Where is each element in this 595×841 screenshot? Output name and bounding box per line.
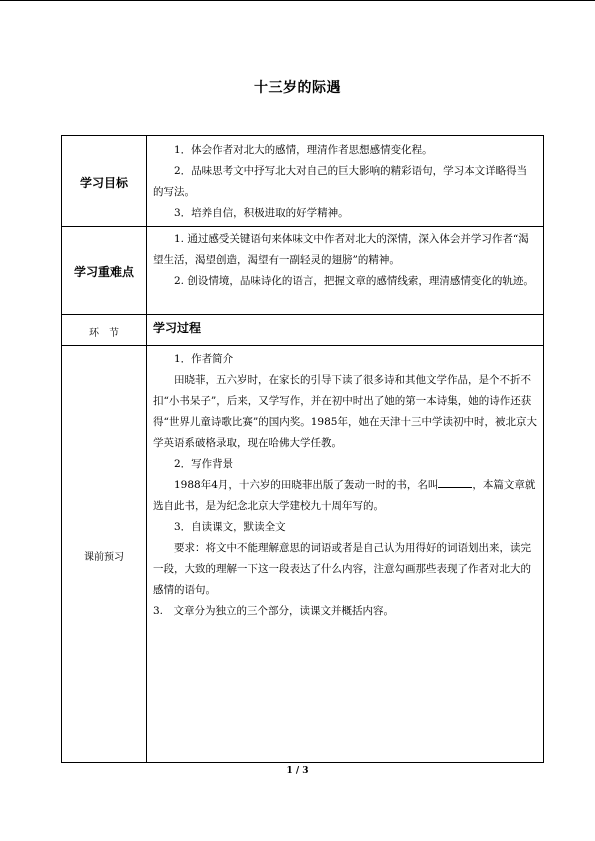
document-title: 十三岁的际遇	[254, 80, 341, 96]
table-row-process-header	[62, 315, 544, 346]
objective-item: 1．体会作者对北大的感情，理清作者思想感情变化程。	[174, 144, 433, 156]
lesson-plan-table	[61, 135, 544, 763]
process-header-cell	[147, 315, 544, 346]
reading-heading: 3．自读课文，默读全文	[174, 521, 286, 533]
preview-label: 课前预习	[84, 551, 124, 563]
author-text: 田晓菲，五六岁时，在家长的引导下读了很多诗和其他文学作品，是个不折不扣“小书呆子”，后来，又学写作，并在初中时出了她的第一本诗集，她的诗作还获得“世界儿童诗歌比赛”的国内奖。1985年，她在天津十三中学读初中时，被北京大学英语系破格录取，现在哈佛大学任教。	[153, 374, 537, 449]
table-row-objectives	[62, 136, 544, 227]
key-points-label: 学习重难点	[73, 265, 134, 279]
fill-in-blank	[438, 475, 472, 488]
key-points-label-cell	[62, 227, 147, 315]
stage-header: 环 节	[89, 327, 119, 339]
reading-text: 要求：将文中不能理解意思的词语或者是自己认为用得好的词语划出来，读完一段，大致的理解一下这一段表达了什么内容，注意勾画那些表现了作者对北大的感情的语句。	[153, 542, 531, 596]
objectives-label-cell	[62, 136, 147, 227]
table-row-key-points	[62, 227, 544, 315]
objective-item: 3．培养自信，积极进取的好学精神。	[174, 207, 349, 219]
author-heading: 1．作者简介	[174, 353, 234, 365]
key-point-item: 2. 创设情境，品味诗化的语言，把握文章的感情线索，理清感情变化的轨迹。	[174, 275, 534, 287]
background-text-part1: 1988年4月，十六岁的田晓菲出版了轰动一时的书，名叫	[174, 479, 439, 491]
objectives-content-cell	[147, 136, 544, 227]
stage-header-cell	[62, 315, 147, 346]
background-heading: 2．写作背景	[174, 458, 234, 470]
key-point-item: 1. 通过感受关键语句来体味文中作者对北大的深情，深入体会并学习作者“渴望生活，渴望创造，渴望有一副轻灵的翅膀”的精神。	[153, 233, 529, 266]
preview-content-cell	[147, 346, 544, 763]
process-header: 学习过程	[153, 321, 202, 335]
objective-item: 2．品味思考文中抒写北大对自己的巨大影响的精彩语句，学习本文详略得当的写法。	[153, 165, 528, 198]
table-row-preview	[62, 346, 544, 763]
objectives-label: 学习目标	[79, 175, 128, 190]
task-text: 3. 文章分为独立的三个部分，读课文并概括内容。	[153, 605, 395, 617]
page-indicator: 1 / 3	[286, 766, 309, 776]
key-points-content-cell	[147, 227, 544, 315]
background-text-part2: ，本篇文章就选自此书，是为纪念北京大学建校九十周年写的。	[153, 479, 536, 512]
top-rule	[0, 0, 595, 1]
preview-label-cell	[62, 346, 147, 763]
background-text	[153, 475, 537, 517]
